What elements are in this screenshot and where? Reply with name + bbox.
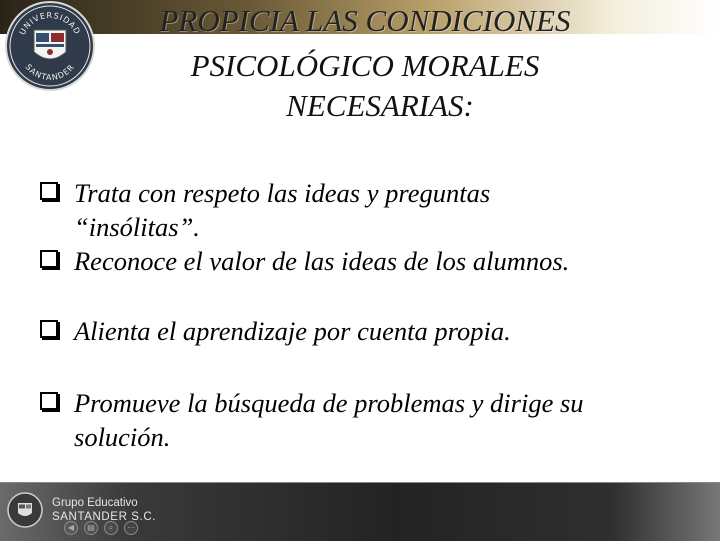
checkbox-bullet-icon <box>40 392 58 410</box>
bullet-item <box>40 176 680 244</box>
bullet-list <box>40 176 680 454</box>
logo-text-top: UNIVERSIDAD <box>17 10 83 37</box>
footer-seal-logo <box>6 491 44 529</box>
checkbox-bullet-icon <box>40 320 58 338</box>
back-icon[interactable]: ◀ <box>64 521 78 535</box>
bullet-item <box>40 314 680 348</box>
slide-title-line-3: NECESARIAS: <box>286 88 474 123</box>
slide-title-line-1: PROPICIA LAS CONDICIONES <box>159 3 571 38</box>
bullet-text-continuation: solución. <box>74 422 171 452</box>
footer-name-line-2: SANTANDER S.C. <box>52 511 157 523</box>
more-icon[interactable]: ⋯ <box>124 521 138 535</box>
checkbox-bullet-icon <box>40 182 58 200</box>
bullet-text: Promueve la búsqueda de problemas y dirige su <box>74 388 584 418</box>
footer-name-line-1: Grupo Educativo <box>52 497 138 509</box>
university-seal-logo <box>4 0 96 92</box>
slides-icon[interactable]: ▤ <box>84 521 98 535</box>
bullet-item <box>40 386 680 454</box>
footer-organization-name <box>52 496 156 524</box>
bullet-text: Reconoce el valor de las ideas de los alumnos. <box>74 246 570 276</box>
bullet-text: Trata con respeto las ideas y preguntas <box>74 178 491 208</box>
checkbox-bullet-icon <box>40 250 58 268</box>
slide-title-line-2: PSICOLÓGICO MORALES <box>190 48 540 83</box>
footer-bar <box>0 482 720 541</box>
bullet-item <box>40 244 680 278</box>
slideshow-controls <box>64 521 138 535</box>
zoom-icon[interactable]: ⌕ <box>104 521 118 535</box>
bullet-text-continuation: “insólitas”. <box>74 212 200 242</box>
logo-text-bottom: SANTANDER <box>23 62 77 83</box>
bullet-text: Alienta el aprendizaje por cuenta propia. <box>74 316 511 346</box>
